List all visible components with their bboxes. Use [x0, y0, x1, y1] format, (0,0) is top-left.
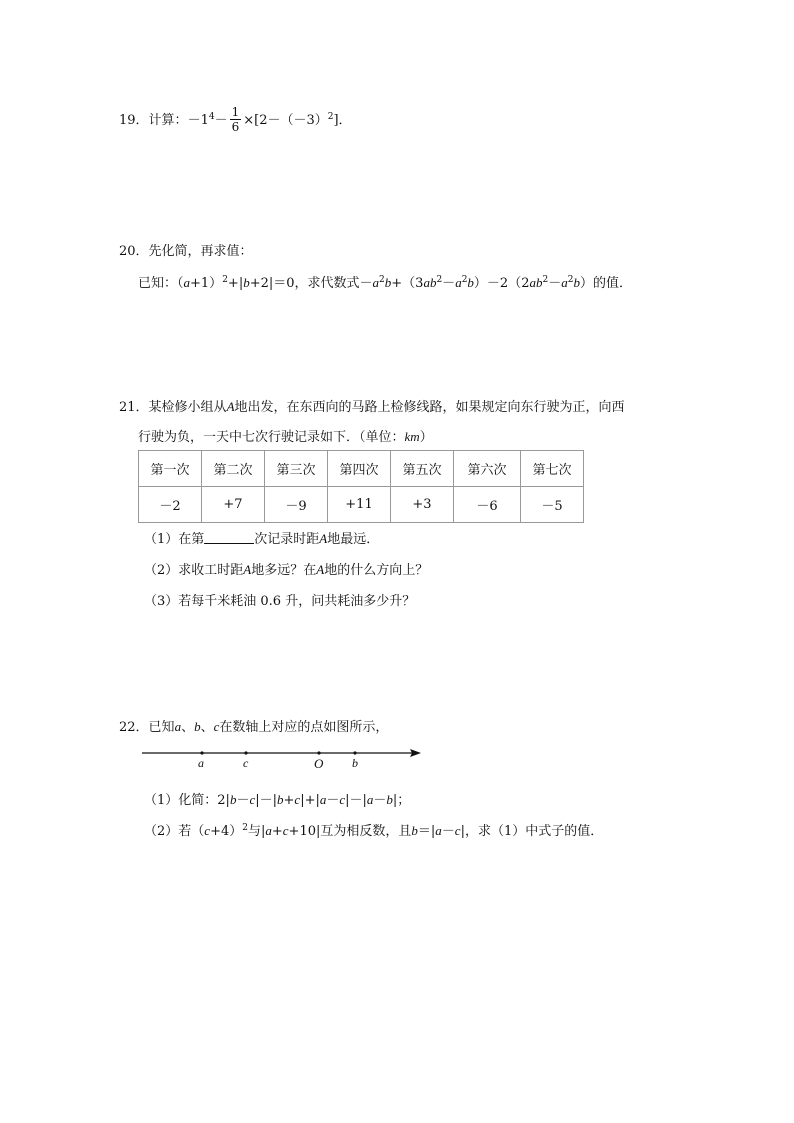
var: b — [194, 719, 201, 734]
value-cell: +11 — [328, 487, 391, 523]
text: － — [373, 793, 387, 808]
header-cell: 第三次 — [265, 451, 328, 487]
text: +1） — [190, 276, 223, 291]
value-cell: +3 — [391, 487, 454, 523]
point-a — [200, 751, 203, 754]
question-22-part1 — [144, 789, 410, 808]
var: c — [213, 719, 220, 734]
var: c — [454, 823, 461, 838]
text: ＝| — [417, 824, 436, 839]
text: 地出发，在东西向的马路上检修线路，如果规定向东行驶为正，向西 — [234, 400, 625, 415]
text: |； — [392, 793, 411, 808]
exponent: 2 — [242, 823, 248, 833]
exponent: 2 — [379, 275, 385, 285]
var: a — [183, 275, 191, 290]
var: c — [204, 823, 211, 838]
text: 地多远？在 — [251, 563, 317, 578]
var: a — [455, 275, 462, 290]
text: 地最远． — [327, 532, 380, 547]
axis-label-a: a — [198, 756, 204, 770]
exponent: 2 — [436, 275, 443, 285]
exponent: 2 — [567, 275, 574, 285]
question-21-part2 — [144, 559, 428, 578]
var: b — [386, 792, 393, 807]
text: +10|互为相反数，且 — [288, 824, 412, 839]
var: a — [319, 792, 327, 807]
question-21-part1 — [144, 528, 379, 547]
axis-label-o: O — [314, 756, 324, 771]
text: +| — [227, 276, 244, 291]
question-number: 19． — [119, 113, 149, 128]
text: +（3 — [391, 276, 424, 291]
point-o — [317, 751, 320, 754]
question-number: 22． — [119, 720, 149, 735]
var: a — [561, 275, 568, 290]
question-number: 20． — [119, 244, 149, 259]
exponent: 2 — [461, 275, 468, 285]
exponent: 4 — [208, 112, 215, 122]
value-cell: －5 — [521, 487, 584, 523]
var: b — [277, 792, 284, 807]
table-row — [139, 487, 584, 523]
header-cell: 第二次 — [202, 451, 265, 487]
text: － — [441, 824, 455, 839]
var: A — [226, 399, 235, 414]
text: － — [442, 276, 456, 291]
var: A — [243, 562, 252, 577]
var: c — [249, 792, 256, 807]
text: 、 — [200, 720, 214, 735]
value-cell: －6 — [454, 487, 521, 523]
value-cell: +7 — [202, 487, 265, 523]
var: c — [294, 792, 301, 807]
expr-part: －1 — [187, 113, 209, 128]
table-header-row — [139, 451, 584, 487]
text: 地的什么方向上？ — [324, 563, 429, 578]
var: a — [372, 275, 380, 290]
var: ab — [423, 275, 437, 290]
text: 已知 — [148, 720, 175, 735]
fraction-denominator: 6 — [231, 120, 240, 134]
text: （3）若每千米耗油 0.6 升，问共耗油多少升？ — [144, 594, 416, 609]
text: 行驶为负，一天中七次行驶记录如下．（单位： — [138, 430, 405, 445]
text: ）－2（2 — [473, 276, 530, 291]
var: a — [265, 823, 272, 838]
text: 、 — [181, 720, 195, 735]
header-cell: 第一次 — [139, 451, 202, 487]
header-cell: 第六次 — [454, 451, 521, 487]
record-table — [138, 450, 584, 523]
header-cell: 第七次 — [521, 451, 584, 487]
text: +2|＝0，求代数式－ — [249, 276, 373, 291]
question-21-line1 — [119, 396, 625, 415]
expr-part: ×[2－（－3） — [243, 113, 328, 128]
text: +4） — [210, 824, 243, 839]
expr-part: ]． — [333, 113, 352, 128]
text: + — [283, 793, 295, 808]
value-cell: －2 — [139, 487, 202, 523]
text: 已知：（ — [138, 276, 184, 291]
text: + — [271, 824, 283, 839]
value-cell: －9 — [265, 487, 328, 523]
question-22-line1 — [119, 716, 388, 735]
var: a — [174, 719, 182, 734]
var: b — [384, 275, 392, 290]
var: b — [243, 275, 250, 290]
axis-label-c: c — [243, 756, 249, 770]
point-b — [353, 751, 356, 754]
text: 某检修小组从 — [148, 400, 227, 415]
text: 在数轴上对应的点如图所示， — [219, 720, 389, 735]
var: c — [282, 823, 289, 838]
text: |+| — [300, 793, 320, 808]
question-20-body — [138, 272, 632, 291]
question-lead: 计算： — [148, 113, 188, 128]
var: b — [573, 275, 580, 290]
text: （1）在第 — [144, 532, 205, 547]
number-line — [138, 742, 428, 776]
var: b — [229, 792, 237, 807]
header-cell: 第五次 — [391, 451, 454, 487]
header-cell: 第四次 — [328, 451, 391, 487]
point-c — [244, 751, 247, 754]
text: （1）化简：2| — [144, 793, 230, 808]
unit: km — [404, 429, 420, 444]
var: A — [316, 562, 325, 577]
question-20-title — [119, 240, 253, 259]
text: － — [236, 793, 250, 808]
answer-blank[interactable] — [204, 531, 254, 544]
exponent: 2 — [542, 275, 549, 285]
text: |－| — [255, 793, 277, 808]
fraction-numerator: 1 — [231, 105, 240, 119]
text: 次记录时距 — [254, 532, 320, 547]
var: a — [366, 792, 374, 807]
text: － — [548, 276, 562, 291]
axis-label-b: b — [352, 756, 358, 770]
text: （2）求收工时距 — [144, 563, 244, 578]
var: b — [411, 823, 418, 838]
var: ab — [529, 275, 543, 290]
text: － — [326, 793, 340, 808]
text: ）的值． — [579, 276, 632, 291]
text: ） — [419, 430, 433, 445]
question-22-part2 — [144, 820, 603, 839]
var: A — [319, 531, 328, 546]
var: b — [467, 275, 474, 290]
text: |，求（1）中式子的值． — [460, 824, 604, 839]
question-21-line2 — [138, 426, 433, 445]
var: c — [339, 792, 346, 807]
text: |－| — [345, 793, 367, 808]
question-19 — [119, 106, 352, 135]
text: （2）若（ — [144, 824, 205, 839]
question-number: 21． — [119, 400, 149, 415]
question-21-part3 — [144, 590, 415, 609]
exponent: 2 — [327, 112, 334, 122]
text: 与| — [247, 824, 266, 839]
var: a — [435, 823, 442, 838]
expr-part: － — [214, 113, 228, 128]
fraction — [230, 105, 242, 134]
question-title: 先化简，再求值： — [148, 244, 253, 259]
exponent: 2 — [222, 275, 228, 285]
